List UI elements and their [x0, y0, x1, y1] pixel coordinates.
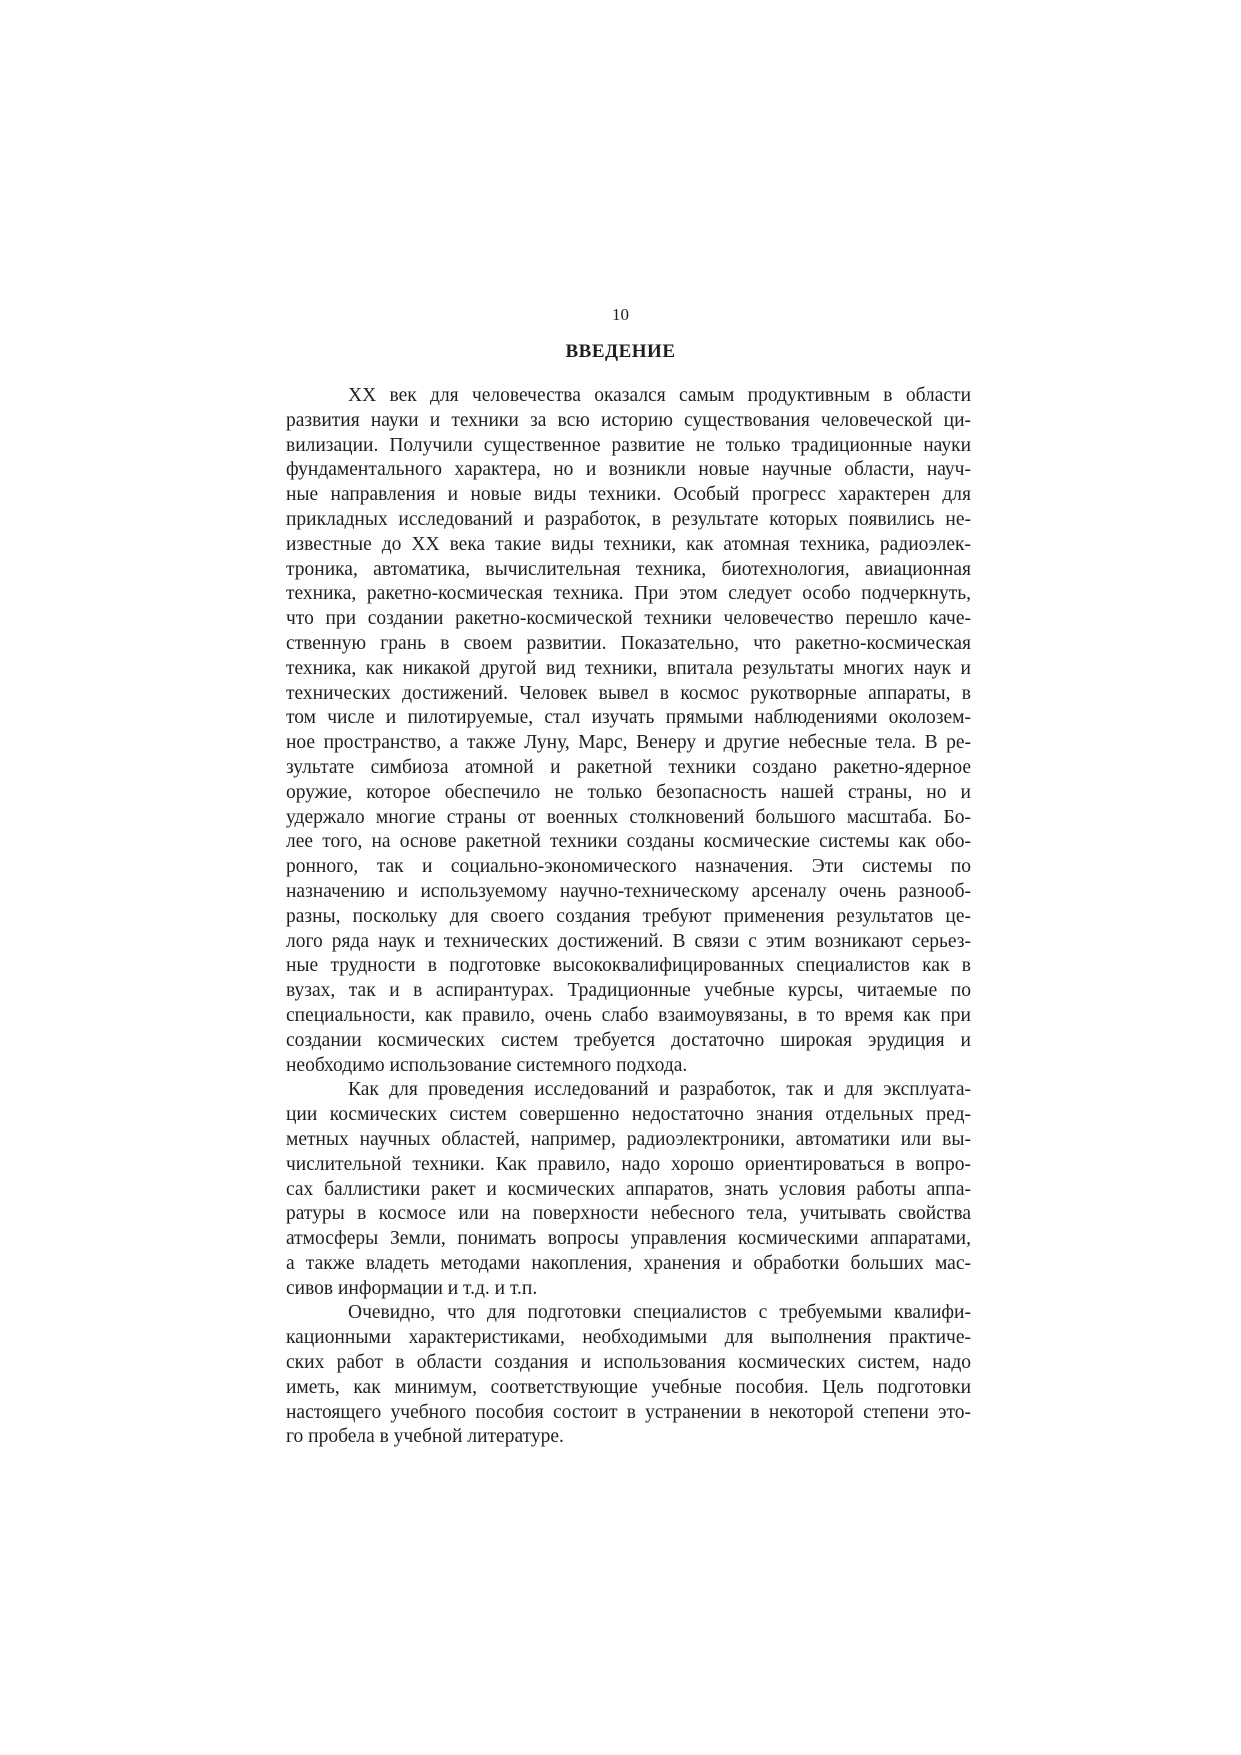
text-line: ственную грань в своем развитии. Показательно, что ракетно-космическая: [286, 632, 971, 654]
text-line: зультате симбиоза атомной и ракетной техники создано ракетно-ядерное: [286, 756, 971, 778]
text-line: том числе и пилотируемые, стал изучать прямыми наблюдениями околозем-: [286, 707, 971, 729]
page-title: ВВЕДЕНИЕ: [565, 341, 676, 362]
text-line: XX век для человечества оказался самым продуктивным в области: [348, 385, 971, 406]
text-line: техника, ракетно-космическая техника. При этом следует особо подчеркнуть,: [286, 583, 971, 605]
text-line: удержало многие страны от военных столкновений большого масштаба. Бо-: [286, 806, 971, 828]
text-line: создании космических систем требуется достаточно широкая эрудиция и: [286, 1029, 971, 1051]
text-line: прикладных исследований и разработок, в результате которых появились не-: [286, 508, 971, 530]
text-line: ные трудности в подготовке высококвалифицированных специалистов как в: [286, 955, 971, 977]
text-line: специальности, как правило, очень слабо взаимоувязаны, в то время как при: [286, 1004, 971, 1026]
text-line: Как для проведения исследований и разработок, так и для эксплуата-: [348, 1079, 971, 1101]
text-line: назначению и используемому научно-техническому арсеналу очень разнооб-: [286, 880, 971, 902]
page-number: 10: [612, 305, 629, 324]
text-line: необходимо использование системного подхода.: [286, 1054, 688, 1076]
text-line: лее того, на основе ракетной техники созданы космические системы как обо-: [286, 831, 971, 853]
text-line: вилизации. Получили существенное развитие не только традиционные науки: [286, 434, 971, 456]
paragraph: [286, 1078, 971, 1301]
text-line: оружие, которое обеспечило не только безопасность нашей страны, но и: [286, 781, 971, 803]
text-line: го пробела в учебной литературе.: [286, 1426, 564, 1448]
text-line: сивов информации и т.д. и т.п.: [286, 1277, 538, 1299]
text-line: развития науки и техники за всю историю существования человеческой ци-: [286, 409, 971, 431]
text-line: а также владеть методами накопления, хранения и обработки больших мас-: [286, 1252, 971, 1274]
text-line: метных научных областей, например, радиоэлектроники, автоматики или вы-: [286, 1128, 971, 1150]
text-line: иметь, как минимум, соответствующие учебные пособия. Цель подготовки: [286, 1376, 971, 1398]
text-line: ные направления и новые виды техники. Особый прогресс характерен для: [286, 484, 971, 506]
text-line: сах баллистики ракет и космических аппаратов, знать условия работы аппа-: [286, 1178, 971, 1200]
text-line: ное пространство, а также Луну, Марс, Венеру и другие небесные тела. В ре-: [286, 732, 971, 754]
paragraph: [286, 1301, 971, 1450]
text-line: техника, как никакой другой вид техники, впитала результаты многих наук и: [286, 657, 971, 679]
text-line: известные до XX века такие виды техники, как атомная техника, радиоэлек-: [286, 533, 971, 555]
text-line: атмосферы Земли, понимать вопросы управления космическими аппаратами,: [286, 1228, 971, 1250]
paragraph: [286, 384, 971, 1078]
text-line: разны, поскольку для своего создания требуют применения результатов це-: [286, 905, 971, 927]
text-line: что при создании ракетно-космической техники человечество перешло каче-: [286, 608, 971, 630]
text-line: ронного, так и социально-экономического назначения. Эти системы по: [286, 856, 971, 878]
text-line: лого ряда наук и технических достижений. В связи с этим возникают серьез-: [286, 930, 971, 952]
text-line: ции космических систем совершенно недостаточно знания отдельных пред-: [286, 1104, 971, 1126]
text-line: вузах, так и в аспирантурах. Традиционные учебные курсы, читаемые по: [286, 980, 971, 1002]
text-line: кационными характеристиками, необходимыми для выполнения практиче-: [286, 1327, 971, 1349]
text-line: технических достижений. Человек вывел в космос рукотворные аппараты, в: [286, 682, 971, 704]
text-line: троника, автоматика, вычислительная техника, биотехнология, авиационная: [286, 558, 971, 580]
text-line: ратуры в космосе или на поверхности небесного тела, учитывать свойства: [286, 1203, 971, 1225]
text-line: настоящего учебного пособия состоит в устранении в некоторой степени это-: [286, 1401, 971, 1423]
text-line: фундаментального характера, но и возникли новые научные области, науч-: [286, 459, 971, 481]
body-text: [286, 384, 971, 1450]
text-line: числительной техники. Как правило, надо хорошо ориентироваться в вопро-: [286, 1153, 971, 1175]
text-line: ских работ в области создания и использования космических систем, надо: [286, 1352, 971, 1374]
text-line: Очевидно, что для подготовки специалистов с требуемыми квалифи-: [348, 1302, 971, 1324]
